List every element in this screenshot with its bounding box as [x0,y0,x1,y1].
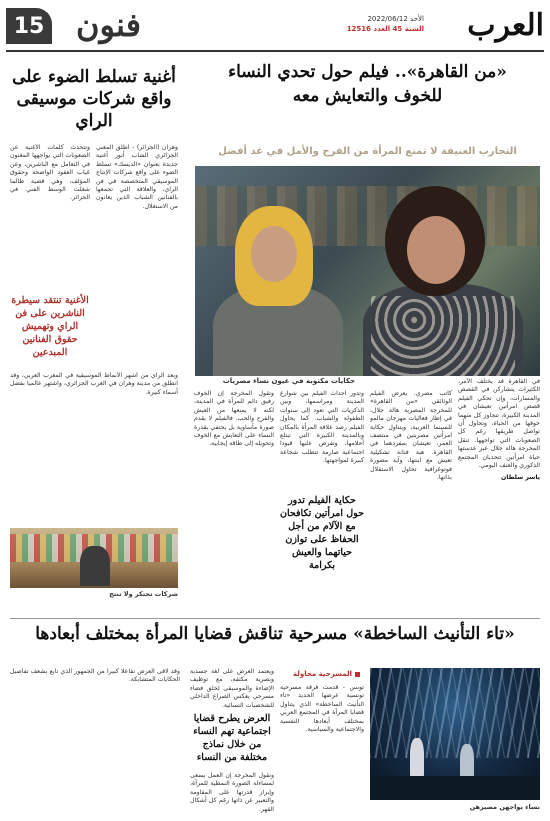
photo-performer-1 [410,738,424,778]
main-column-d-text: وتقول المخرجة إن الخوف رفيق دائم للمرأة في المدينة، لكنه لا يمنعها من العيش والفرح والحب. فالفيلم لا يقدم صورة مأساوية بل يحتفي بقدرة النساء على التعايش مع الخوف وتحويله إلى طاقة إيجابية. [194,390,274,448]
bottom-column-3 [190,772,274,816]
issue-line: السنة 45 العدد 12516 [346,25,424,33]
photo-shopkeeper [80,546,110,586]
main-column-b [370,390,452,614]
bottom-column-2-text: ويعتمد العرض على لغة جسدية وبصرية مكثفة، مع توظيف الإضاءة والموسيقى لخلق فضاء مسرحي يعكس الصراع الداخلي للشخصيات النسائية. [190,668,274,708]
bottom-column-4-text: وقد لاقى العرض تفاعلا كبيرا من الجمهور الذي تابع بشغف تفاصيل الحكايات المتشابكة. [10,668,180,684]
main-column-a [458,378,540,614]
side-column-3 [10,372,178,522]
main-subheadline: التجارب العنيفة لا تمنع المرأة من الفرح والأمل في غد أفضل [218,146,517,157]
bottom-kicker-text: المسرحية محاولة [292,670,352,678]
main-pullquote: حكاية الفيلم تدور حول امرأتين تكافحان مع الآلام من أجل الحفاظ على توازن حياتهما والعيش بكرامة [280,495,364,571]
side-column-3-text: ويعد الراي من أشهر الأنماط الموسيقية في المغرب العربي، وقد انطلق من مدينة وهران في الغرب الجزائري، واشتهر عالميا بفضل أسماء كبيرة. [10,372,178,396]
bottom-column-1 [280,684,364,816]
main-column-c-text: وتدور أحداث الفيلم بين شوارع المدينة ومراسمها، وبين الذكريات التي تعود إلى سنوات الطفولة والشباب. كما يحاول الفيلم رصد علاقة المرأة بالمكان وبالمدينة الكبيرة التي تبتلع أحلامها، وتفرض عليها قيودا اجتماعية صارمة تتطلب شجاعة كبيرة لمواجهتها. [280,390,364,465]
bottom-kicker [293,670,360,678]
section-divider [10,618,540,619]
photo-woman-right-face [407,216,465,284]
main-photo-caption: حكايات مكتوبة في عيون نساء مصريات [222,377,355,385]
side-column-1-text: وهران (الجزائر) - أطلق المغني الجزائري الشاب أنور أغنية جديدة بعنوان «الديسك» تسلط الضوء على واقع شركات الإنتاج الموسيقي المتخصصة في فن الراي، والعلاقة التي تجمعها بالفنانين الشباب الذين يعانون من الاستغلال. [96,144,178,210]
kicker-square-icon [355,672,360,677]
issue-meta [347,14,424,34]
bottom-pullquote: العرض يطرح قضايا اجتماعية تهم النساء من خلال نماذج مختلفة من النساء [193,713,271,763]
bottom-photo-caption: نساء يواجهن مصيرهن [469,803,540,811]
side-column-1 [96,144,178,364]
side-photo-caption: شركات تحتكر ولا تنتج [109,590,178,598]
bottom-article-photo [370,668,540,800]
main-column-d [194,390,274,614]
bottom-column-4 [10,668,180,816]
main-headline-line-2: للخوف والتعايش معه [292,86,443,106]
main-article-photo [195,166,540,376]
side-headline: أغنية تسلط الضوء على واقع شركات موسيقى الراي [12,67,176,131]
side-article-photo [10,528,178,588]
photo-stage-floor [370,776,540,800]
main-column-c [280,390,364,490]
bottom-column-3-text: وتقول المخرجة إن العمل يسعى لمساءلة الصورة النمطية للمرأة، وإبراز قدرتها على المقاومة والتعبير عن ذاتها رغم كل أشكال القهر. [190,772,274,813]
main-column-b-text: كاتب مصري. يعرض الفيلم الوثائقي «من القاهرة» للمخرجة المصرية هالة جلال، في إطار فعاليات مهرجان مالمو للسينما العربية، ويتناول حكاية امرأتين مصريتين في منتصف العمر، تعيشان بمفردهما في القاهرة. هبة فنانة تشكيلية تعيش مع ابنتها، وآية مصورة فوتوغرافية تحاول الاستقلال بذاتها. [370,390,452,482]
bottom-column-2 [190,668,274,708]
page-number: 15 [6,8,52,44]
newspaper-logo: العرب [467,8,544,43]
section-title: فنون [76,6,141,44]
main-author: ياسر سلطان [501,474,540,482]
main-headline [195,60,540,108]
photo-performer-2 [460,744,474,780]
side-pullquote: الأغنية تنتقد سيطرة الناشرين على فن الراي وتهميش حقوق الفنانين المبدعين [11,295,89,358]
main-headline-line-1: «من القاهرة».. فيلم حول تحدي النساء [228,62,507,82]
photo-woman-left-face [251,226,297,282]
masthead [6,6,544,52]
bottom-headline: «تاء التأنيث الساخطة» مسرحية تناقش قضايا المرأة بمختلف أبعادها [35,624,515,644]
photo-stage-nets [370,668,540,758]
bottom-column-1-text: تونس - قدمت فرقة مسرحية تونسية عرضها الجديد «تاء التأنيث الساخطة» الذي يتناول قضايا المرأة في المجتمع العربي بمختلف أبعادها النفسية والاجتماعية والسياسية. [280,684,364,734]
main-column-a-text: في القاهرة قد يختلف الأمر، الكثيرات يتشاركن في القصص والمسارات، وإن تحكي الفيلم قصص امرأتين تعيشان في المدينة الكبيرة، تتجاوز كل منهما خوفها من الحياة، وتحاول أن تواصل طريقها رغم كل الصعوبات التي تواجهها. تنقل المخرجة هالة جلال عبر عدستها حياة امرأتين تتحديان المجتمع الذكوري والعنف اليومي. [458,378,540,470]
side-column-2-text: وتتحدث كلمات الأغنية عن الصعوبات التي يواجهها المغنون في التعامل مع الناشرين، وعن غياب العقود الواضحة وحقوق المؤلف، وهي قضية طالما شغلت الوسط الفني في الجزائر. [10,144,90,202]
photo-dress-pattern [371,296,515,376]
side-column-2 [10,144,90,284]
date-line: الأحد 2022/06/12 [367,15,424,23]
